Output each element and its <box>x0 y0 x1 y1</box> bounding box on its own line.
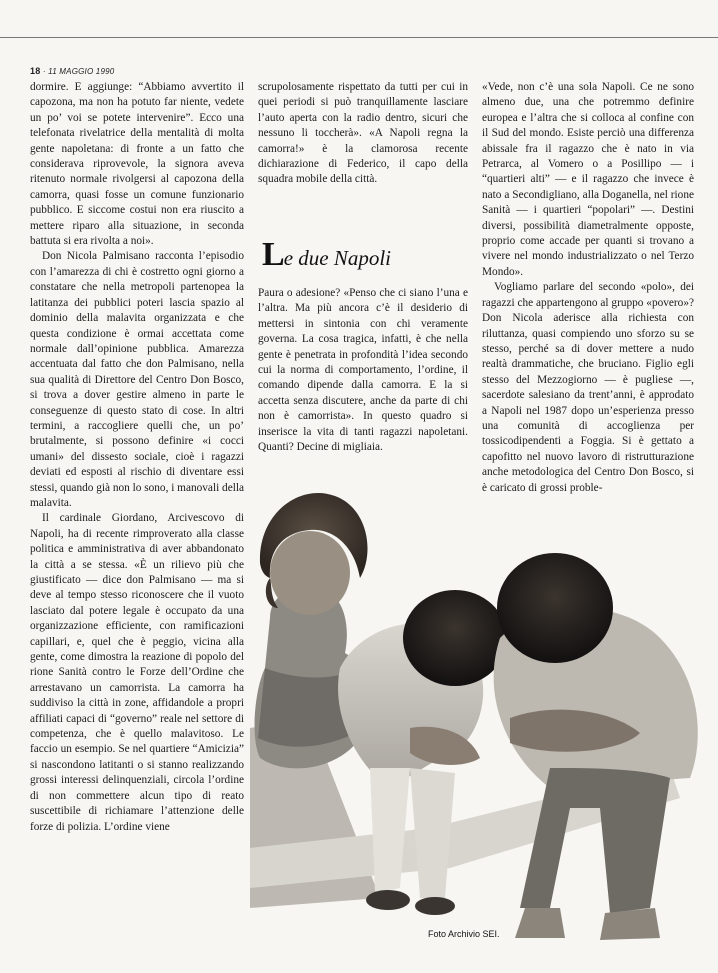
section-heading <box>262 236 472 274</box>
heading-text: e due Napoli <box>283 246 392 270</box>
article-column-2-bottom <box>258 286 468 476</box>
page-number: 18 <box>30 66 41 76</box>
paragraph: Il cardinale Giordano, Arcivescovo di Napoli, ha di recente rimproverato alla classe politica e amministrativa di aver abbandonato la città a se stessa. «È un rilievo più che giustificato — dice don Palmisano — ma si deve al tempo stesso riconoscere che il vuoto lasciato dal potere legale è occupato da una organizzazione efficiente, con ramificazioni capillari, e, quel che è peggio, vicina alla gente, come dimostra la reazione di popolo del rione Sanità contro le Forze dell’Ordine che arrestavano un camorrista. La camorra ha suddiviso la città in zone, affidandole a propri affiliati capaci di “governo” reale nel settore di competenza, che è quello malavitoso. Le faccio un esempio. Se nel quartiere “Amicizia” si nascondono latitanti o si stanno realizzando grossi interessi delinquenziali, circola l’ordine di non commettere alcun tipo di reato suscettibile di richiamare l’attenzione delle forze di polizia. L’ordine viene <box>30 512 244 833</box>
paragraph: Don Nicola Palmisano racconta l’episodio con l’amarezza di chi è costretto ogni giorno a constatare che nella metropoli partenopea la latitanza dei pubblici poteri lascia spazio al dominio della malavita organizzata e che questa condizione è ormai accettata come normale dall’opinione pubblica. Amarezza accentuata dal fatto che don Palmisano, nella sua qualità di Direttore del Centro Don Bosco, si trova a dover gestire almeno in parte le conseguenze di questo stato di cose. In altri termini, a raccogliere quelli che, un po’ brutalmente, si possono definire «i cocci umani» del dissesto sociale, cioè i ragazzi deviati ed esposti al rischio di diventare essi stessi, quando già non lo sono, i manovali della malavita. <box>30 250 244 509</box>
top-rule <box>0 37 718 38</box>
paragraph: «Vede, non c’è una sola Napoli. Ce ne sono almeno due, una che potremmo definire europea e l’altra che si colloca al confine con il Sud del mondo. Esiste perciò una differenza abissale fra il ragazzo che è nato in via Petrarca, al Vomero o a Posillipo — i “quartieri alti” — e il ragazzo che invece è nato a Secondigliano, alla Doganella, nel rione Sanità — i quartieri “popolari” —. Destini diversi, possibilità diametralmente opposte, proprio come accade per quanti si trovano a vivere nel mondo industrializzato o nel Terzo Mondo». <box>482 81 694 278</box>
article-column-1 <box>30 80 244 960</box>
children-photo-illustration <box>250 468 718 973</box>
header-separator: · <box>42 67 46 76</box>
issue-date: 11 MAGGIO 1990 <box>48 67 115 76</box>
photo-credit: Foto Archivio SEI. <box>428 929 500 939</box>
heading-initial: L <box>262 236 284 273</box>
article-column-2-top <box>258 80 468 220</box>
article-photo <box>250 468 718 973</box>
paragraph: dormire. E aggiunge: “Abbiamo avvertito il capozona, ma non ha potuto far niente, vedete un po’ voi se potete intervenire”. Ecco una telefonata rivelatrice della mentalità di molta gente napoletana: di fronte a un fatto che considerava riprovevole, la signora aveva ritenuto normale rivolgersi al capozona della camorra, quasi fosse un comune funzionario pubblico. E siccome costui non era riuscito a mettere riparo alla situazione, in seconda battuta si era rivolta a noi». <box>30 81 244 248</box>
shoe-right <box>600 908 660 940</box>
paragraph: scrupolosamente rispettato da tutti per cui in quei periodi si può tranquillamente lasciare l’auto aperta con la radio dentro, sicuri che nessuno li toccherà». «A Napoli regna la camorra!» è la clamorosa recente dichiarazione di Federico, il capo della squadra mobile della città. <box>258 81 468 186</box>
page-header <box>30 66 114 76</box>
paragraph: Vogliamo parlare del secondo «polo», dei ragazzi che appartengono al gruppo «povero»? Don Nicola aderisce alla richiesta con riluttanza, quasi compiendo uno sforzo su se stesso, perché sa di dover mettere a nudo realtà drammatiche, che bruciano. Figlio egli stesso del Mezzogiorno — è pugliese —, sacerdote salesiano da trent’anni, è approdato a Napoli nel 1987 dopo un’esperienza presso una comunità di accoglienza per tossicodipendenti a Foggia. Si è gettato a capofitto nel nuovo lavoro di ristrutturazione anche metodologica del Centro Don Bosco, si è caricato di grossi proble- <box>482 281 694 494</box>
paragraph: Paura o adesione? «Penso che ci siano l’una e l’altra. Ma più ancora c’è il desiderio di mettersi in sintonia con chi veramente governa. La cosa tragica, infatti, è che nella gente è penetrata in profondità l’idea secondo cui la norma di comportamento, l’ordine, il comando dipende dalla camorra. E la si accetta senza discutere, anche da parte di chi non è camorrista». In questo quadro si inserisce la vita di tanti ragazzi napoletani. Quanti? Decine di migliaia. <box>258 287 468 454</box>
